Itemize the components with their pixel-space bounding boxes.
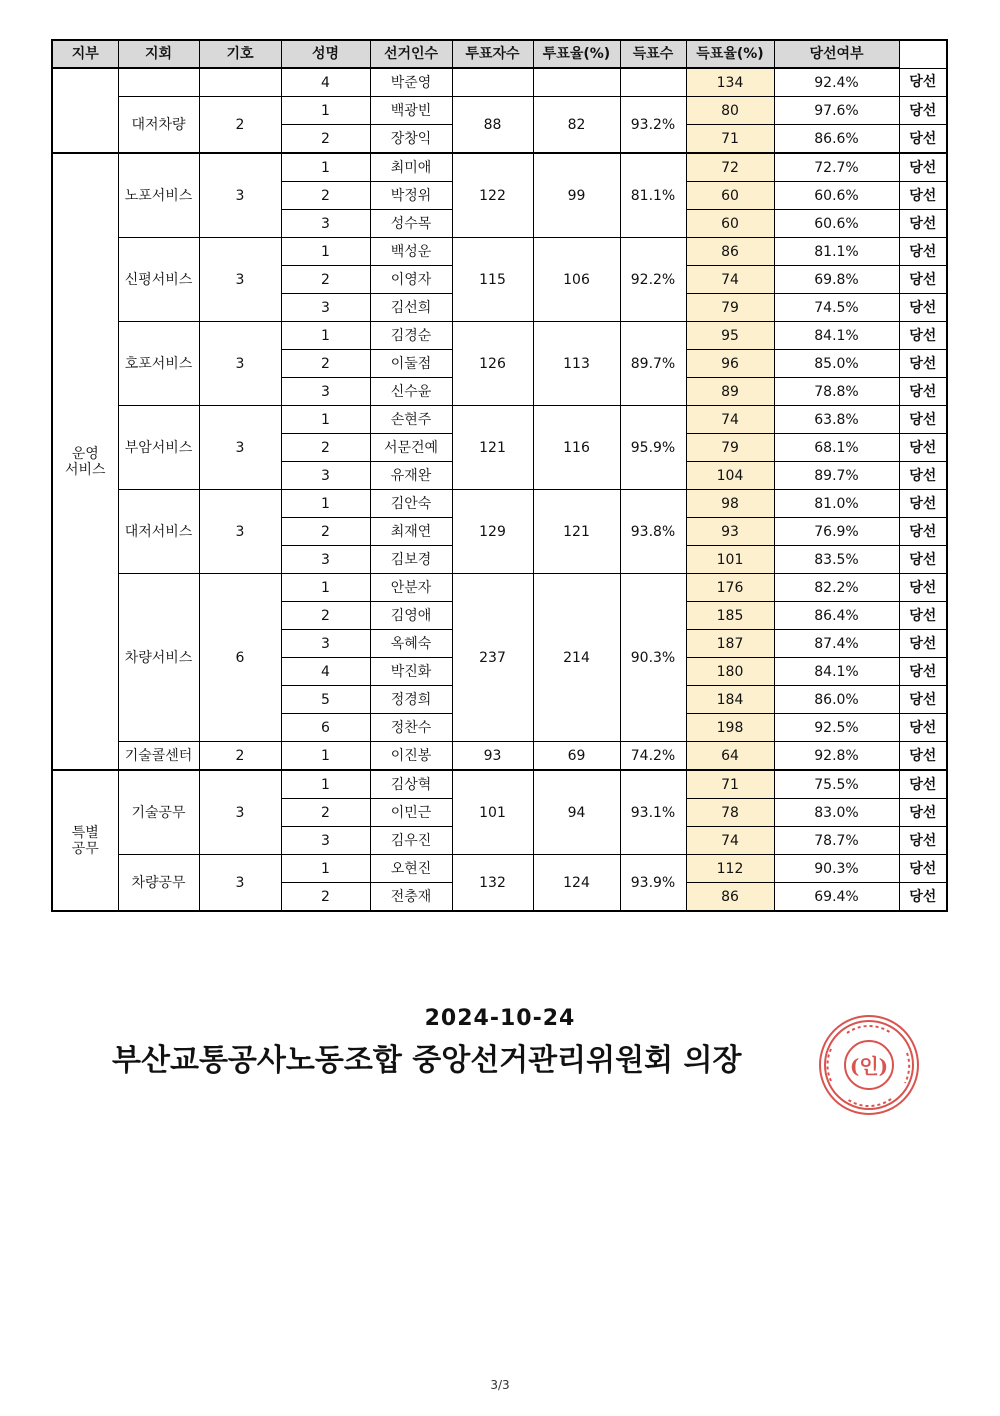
candidate-number-cell: 3 (281, 210, 370, 238)
seat-count-cell: 3 (199, 855, 281, 912)
result-cell: 당선 (899, 434, 947, 462)
column-header: 성명 (281, 40, 370, 68)
table-body (52, 68, 947, 911)
vote-rate-cell: 82.2% (774, 574, 899, 602)
voters-cell: 99 (533, 153, 620, 238)
candidate-number-cell: 5 (281, 686, 370, 714)
electors-cell: 122 (452, 153, 533, 238)
candidate-name-cell: 백광빈 (370, 97, 452, 125)
column-header: 지부 (52, 40, 118, 68)
turnout-cell: 90.3% (620, 574, 686, 742)
vote-rate-cell: 83.0% (774, 799, 899, 827)
seat-count-cell: 6 (199, 574, 281, 742)
result-cell: 당선 (899, 153, 947, 182)
table-header (52, 40, 947, 68)
table-row (52, 68, 947, 97)
votes-cell: 185 (686, 602, 774, 630)
electors-cell: 121 (452, 406, 533, 490)
voters-cell: 214 (533, 574, 620, 742)
result-cell: 당선 (899, 68, 947, 97)
turnout-cell: 93.2% (620, 97, 686, 154)
table-row (52, 406, 947, 434)
candidate-name-cell: 안분자 (370, 574, 452, 602)
candidate-name-cell: 김우진 (370, 827, 452, 855)
votes-cell: 79 (686, 294, 774, 322)
official-seal-icon (817, 1013, 921, 1117)
votes-cell: 134 (686, 68, 774, 97)
votes-cell: 198 (686, 714, 774, 742)
vote-rate-cell: 63.8% (774, 406, 899, 434)
vote-rate-cell: 83.5% (774, 546, 899, 574)
result-cell: 당선 (899, 827, 947, 855)
candidate-number-cell: 1 (281, 153, 370, 182)
vote-rate-cell: 84.1% (774, 658, 899, 686)
votes-cell: 104 (686, 462, 774, 490)
result-cell: 당선 (899, 266, 947, 294)
column-header: 투표자수 (452, 40, 533, 68)
sub-branch-cell: 차량서비스 (118, 574, 199, 742)
column-header: 선거인수 (370, 40, 452, 68)
table-row (52, 855, 947, 883)
candidate-number-cell: 1 (281, 574, 370, 602)
candidate-name-cell: 이민근 (370, 799, 452, 827)
seat-count-cell: 3 (199, 153, 281, 238)
result-cell: 당선 (899, 630, 947, 658)
candidate-number-cell: 1 (281, 322, 370, 350)
sub-branch-cell: 신평서비스 (118, 238, 199, 322)
candidate-number-cell: 1 (281, 238, 370, 266)
votes-cell: 89 (686, 378, 774, 406)
document-date: 2024-10-24 (424, 1006, 576, 1031)
vote-rate-cell: 68.1% (774, 434, 899, 462)
result-cell: 당선 (899, 574, 947, 602)
votes-cell: 95 (686, 322, 774, 350)
votes-cell: 180 (686, 658, 774, 686)
election-results-table (51, 39, 948, 912)
column-header: 기호 (199, 40, 281, 68)
votes-cell: 80 (686, 97, 774, 125)
result-cell: 당선 (899, 406, 947, 434)
candidate-name-cell: 백성운 (370, 238, 452, 266)
votes-cell: 71 (686, 770, 774, 799)
candidate-number-cell: 3 (281, 462, 370, 490)
vote-rate-cell: 90.3% (774, 855, 899, 883)
vote-rate-cell: 86.0% (774, 686, 899, 714)
vote-rate-cell: 60.6% (774, 210, 899, 238)
turnout-cell: 93.8% (620, 490, 686, 574)
column-header: 득표수 (620, 40, 686, 68)
candidate-number-cell: 1 (281, 97, 370, 125)
sub-branch-cell: 대저서비스 (118, 490, 199, 574)
vote-rate-cell: 86.6% (774, 125, 899, 154)
candidate-number-cell: 2 (281, 799, 370, 827)
voters-cell (533, 68, 620, 97)
electors-cell: 129 (452, 490, 533, 574)
votes-cell: 71 (686, 125, 774, 154)
candidate-number-cell: 2 (281, 434, 370, 462)
table-row (52, 770, 947, 799)
result-cell: 당선 (899, 518, 947, 546)
seat-count-cell: 3 (199, 238, 281, 322)
voters-cell: 121 (533, 490, 620, 574)
vote-rate-cell: 74.5% (774, 294, 899, 322)
votes-cell: 96 (686, 350, 774, 378)
table-row (52, 322, 947, 350)
result-cell: 당선 (899, 182, 947, 210)
svg-text:(인): (인) (849, 1054, 889, 1078)
candidate-name-cell: 손현주 (370, 406, 452, 434)
result-cell: 당선 (899, 770, 947, 799)
sub-branch-cell: 기술공무 (118, 770, 199, 855)
result-cell: 당선 (899, 490, 947, 518)
candidate-name-cell: 전충재 (370, 883, 452, 912)
electors-cell: 237 (452, 574, 533, 742)
candidate-name-cell: 박준영 (370, 68, 452, 97)
result-cell: 당선 (899, 799, 947, 827)
votes-cell: 184 (686, 686, 774, 714)
result-cell: 당선 (899, 686, 947, 714)
vote-rate-cell: 92.4% (774, 68, 899, 97)
candidate-name-cell: 이진봉 (370, 742, 452, 771)
candidate-number-cell: 3 (281, 294, 370, 322)
votes-cell: 74 (686, 827, 774, 855)
result-cell: 당선 (899, 855, 947, 883)
vote-rate-cell: 69.8% (774, 266, 899, 294)
vote-rate-cell: 86.4% (774, 602, 899, 630)
sub-branch-cell: 호포서비스 (118, 322, 199, 406)
seat-count-cell: 3 (199, 406, 281, 490)
branch-cell: 특별 공무 (52, 770, 118, 911)
candidate-number-cell: 1 (281, 406, 370, 434)
candidate-number-cell: 6 (281, 714, 370, 742)
result-cell: 당선 (899, 125, 947, 154)
table-row (52, 490, 947, 518)
candidate-name-cell: 정경희 (370, 686, 452, 714)
candidate-name-cell: 신수윤 (370, 378, 452, 406)
voters-cell: 116 (533, 406, 620, 490)
sub-branch-cell: 대저차량 (118, 97, 199, 154)
candidate-name-cell: 장창익 (370, 125, 452, 154)
candidate-name-cell: 김경순 (370, 322, 452, 350)
candidate-number-cell: 2 (281, 125, 370, 154)
column-header: 투표율(%) (533, 40, 620, 68)
candidate-name-cell: 성수목 (370, 210, 452, 238)
turnout-cell: 93.1% (620, 770, 686, 855)
candidate-name-cell: 김영애 (370, 602, 452, 630)
seat-count-cell: 3 (199, 322, 281, 406)
vote-rate-cell: 97.6% (774, 97, 899, 125)
votes-cell: 64 (686, 742, 774, 771)
seat-count-cell: 3 (199, 770, 281, 855)
candidate-name-cell: 박정위 (370, 182, 452, 210)
result-cell: 당선 (899, 462, 947, 490)
electors-cell: 88 (452, 97, 533, 154)
vote-rate-cell: 87.4% (774, 630, 899, 658)
candidate-name-cell: 이둘점 (370, 350, 452, 378)
vote-rate-cell: 92.8% (774, 742, 899, 771)
candidate-number-cell: 3 (281, 827, 370, 855)
votes-cell: 86 (686, 238, 774, 266)
result-cell: 당선 (899, 97, 947, 125)
electors-cell: 93 (452, 742, 533, 771)
turnout-cell (620, 68, 686, 97)
candidate-name-cell: 오현진 (370, 855, 452, 883)
vote-rate-cell: 89.7% (774, 462, 899, 490)
votes-cell: 86 (686, 883, 774, 912)
candidate-number-cell: 4 (281, 68, 370, 97)
votes-cell: 93 (686, 518, 774, 546)
sub-branch-cell: 부암서비스 (118, 406, 199, 490)
result-cell: 당선 (899, 378, 947, 406)
vote-rate-cell: 75.5% (774, 770, 899, 799)
votes-cell: 74 (686, 266, 774, 294)
sub-branch-cell: 기술콜센터 (118, 742, 199, 771)
candidate-name-cell: 김선희 (370, 294, 452, 322)
votes-cell: 72 (686, 153, 774, 182)
candidate-number-cell: 2 (281, 883, 370, 912)
table-row (52, 238, 947, 266)
vote-rate-cell: 78.8% (774, 378, 899, 406)
votes-cell: 74 (686, 406, 774, 434)
voters-cell: 113 (533, 322, 620, 406)
table-row (52, 97, 947, 125)
electors-cell: 101 (452, 770, 533, 855)
seat-count-cell (199, 68, 281, 97)
candidate-number-cell: 2 (281, 518, 370, 546)
result-cell: 당선 (899, 658, 947, 686)
candidate-number-cell: 4 (281, 658, 370, 686)
electors-cell (452, 68, 533, 97)
candidate-name-cell: 김보경 (370, 546, 452, 574)
column-header: 득표율(%) (686, 40, 774, 68)
result-cell: 당선 (899, 294, 947, 322)
result-cell: 당선 (899, 602, 947, 630)
result-cell: 당선 (899, 238, 947, 266)
candidate-number-cell: 3 (281, 546, 370, 574)
vote-rate-cell: 69.4% (774, 883, 899, 912)
candidate-name-cell: 박진화 (370, 658, 452, 686)
candidate-number-cell: 3 (281, 630, 370, 658)
vote-rate-cell: 60.6% (774, 182, 899, 210)
turnout-cell: 95.9% (620, 406, 686, 490)
result-cell: 당선 (899, 350, 947, 378)
result-cell: 당선 (899, 322, 947, 350)
turnout-cell: 92.2% (620, 238, 686, 322)
vote-rate-cell: 72.7% (774, 153, 899, 182)
candidate-number-cell: 1 (281, 490, 370, 518)
electors-cell: 132 (452, 855, 533, 912)
votes-cell: 60 (686, 182, 774, 210)
turnout-cell: 81.1% (620, 153, 686, 238)
vote-rate-cell: 92.5% (774, 714, 899, 742)
electors-cell: 126 (452, 322, 533, 406)
vote-rate-cell: 81.0% (774, 490, 899, 518)
candidate-number-cell: 3 (281, 378, 370, 406)
electors-cell: 115 (452, 238, 533, 322)
candidate-name-cell: 이영자 (370, 266, 452, 294)
votes-cell: 60 (686, 210, 774, 238)
turnout-cell: 89.7% (620, 322, 686, 406)
result-cell: 당선 (899, 210, 947, 238)
sub-branch-cell: 차량공무 (118, 855, 199, 912)
voters-cell: 82 (533, 97, 620, 154)
candidate-name-cell: 유재완 (370, 462, 452, 490)
vote-rate-cell: 81.1% (774, 238, 899, 266)
column-header: 당선여부 (774, 40, 899, 68)
candidate-number-cell: 2 (281, 266, 370, 294)
candidate-number-cell: 2 (281, 602, 370, 630)
result-cell: 당선 (899, 714, 947, 742)
page-number: 3/3 (490, 1378, 510, 1392)
column-header: 지회 (118, 40, 199, 68)
seat-count-cell: 2 (199, 97, 281, 154)
seat-count-cell: 2 (199, 742, 281, 771)
vote-rate-cell: 85.0% (774, 350, 899, 378)
candidate-number-cell: 1 (281, 855, 370, 883)
table-row (52, 153, 947, 182)
signature-line: 부산교통공사노동조합 중앙선거관리위원회 의장 (112, 1043, 742, 1078)
table-row (52, 574, 947, 602)
candidate-name-cell: 김안숙 (370, 490, 452, 518)
votes-cell: 176 (686, 574, 774, 602)
sub-branch-cell: 노포서비스 (118, 153, 199, 238)
vote-rate-cell: 76.9% (774, 518, 899, 546)
candidate-name-cell: 옥혜숙 (370, 630, 452, 658)
table-row (52, 742, 947, 771)
votes-cell: 78 (686, 799, 774, 827)
header-row (52, 40, 947, 68)
result-cell: 당선 (899, 546, 947, 574)
result-cell: 당선 (899, 742, 947, 771)
candidate-name-cell: 서문건예 (370, 434, 452, 462)
candidate-number-cell: 2 (281, 182, 370, 210)
candidate-name-cell: 정찬수 (370, 714, 452, 742)
voters-cell: 69 (533, 742, 620, 771)
voters-cell: 124 (533, 855, 620, 912)
sub-branch-cell (118, 68, 199, 97)
turnout-cell: 93.9% (620, 855, 686, 912)
seat-count-cell: 3 (199, 490, 281, 574)
votes-cell: 98 (686, 490, 774, 518)
vote-rate-cell: 84.1% (774, 322, 899, 350)
votes-cell: 101 (686, 546, 774, 574)
candidate-name-cell: 최재연 (370, 518, 452, 546)
candidate-name-cell: 김상혁 (370, 770, 452, 799)
result-cell: 당선 (899, 883, 947, 912)
branch-cell (52, 68, 118, 153)
vote-rate-cell: 78.7% (774, 827, 899, 855)
voters-cell: 106 (533, 238, 620, 322)
candidate-number-cell: 1 (281, 742, 370, 771)
candidate-number-cell: 2 (281, 350, 370, 378)
candidate-name-cell: 최미애 (370, 153, 452, 182)
votes-cell: 187 (686, 630, 774, 658)
votes-cell: 79 (686, 434, 774, 462)
votes-cell: 112 (686, 855, 774, 883)
candidate-number-cell: 1 (281, 770, 370, 799)
branch-cell: 운영 서비스 (52, 153, 118, 770)
voters-cell: 94 (533, 770, 620, 855)
turnout-cell: 74.2% (620, 742, 686, 771)
